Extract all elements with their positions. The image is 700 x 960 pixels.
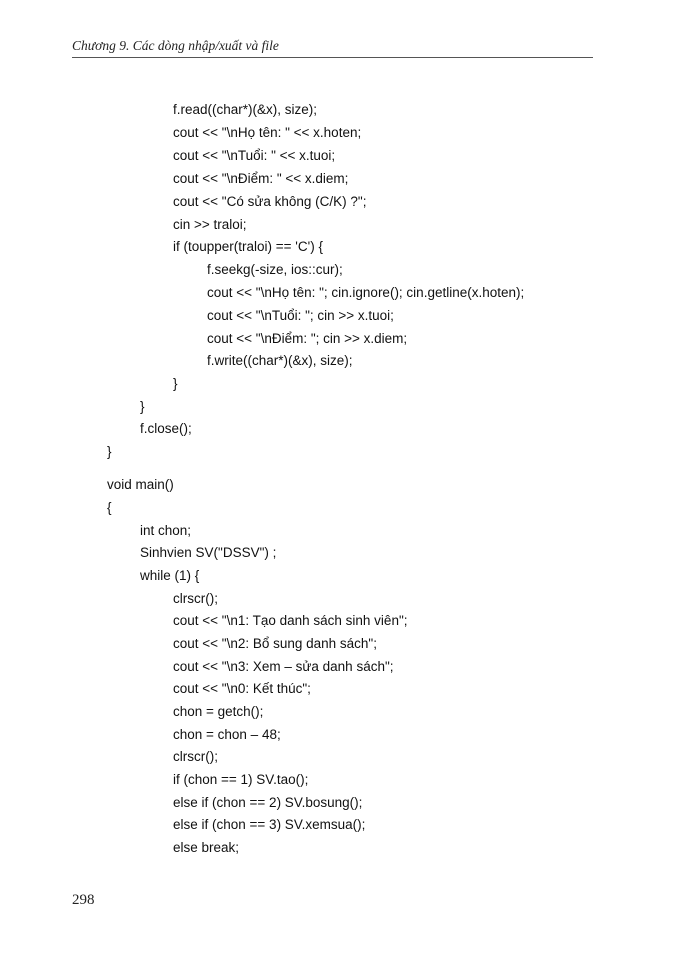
code-line: cout << "\nTuổi: "; cin >> x.tuoi;	[207, 308, 394, 323]
code-line: cout << "\nĐiểm: "; cin >> x.diem;	[207, 331, 408, 346]
code-line: chon = chon – 48;	[173, 727, 281, 742]
code-line: cout << "\nĐiểm: " << x.diem;	[173, 171, 349, 186]
code-line: cin >> traloi;	[173, 217, 247, 232]
code-line: }	[173, 376, 178, 391]
code-line: cout << "\nHọ tên: "; cin.ignore(); cin.getline(x.hoten);	[207, 285, 525, 300]
code-line: }	[140, 399, 145, 414]
code-line: else if (chon == 2) SV.bosung();	[173, 795, 363, 810]
code-line: f.seekg(-size, ios::cur);	[207, 262, 343, 277]
header-rule	[72, 57, 593, 58]
code-line: {	[107, 500, 112, 515]
code-line: if (toupper(traloi) == 'C') {	[173, 239, 323, 254]
code-line: cout << "\nTuổi: " << x.tuoi;	[173, 148, 336, 163]
code-line: f.write((char*)(&x), size);	[207, 353, 353, 368]
code-line: cout << "\n3: Xem – sửa danh sách";	[173, 659, 394, 674]
code-line: clrscr();	[173, 591, 218, 606]
code-line: cout << "\n1: Tạo danh sách sinh viên";	[173, 613, 408, 628]
code-line: else if (chon == 3) SV.xemsua();	[173, 817, 366, 832]
code-line: clrscr();	[173, 749, 218, 764]
code-line: int chon;	[140, 523, 192, 538]
code-line: cout << "\n2: Bổ sung danh sách";	[173, 636, 377, 651]
code-line: cout << "\nHọ tên: " << x.hoten;	[173, 125, 362, 140]
code-line: else break;	[173, 840, 240, 855]
code-line: f.close();	[140, 421, 192, 436]
code-line: Sinhvien SV("DSSV") ;	[140, 545, 277, 560]
code-line: if (chon == 1) SV.tao();	[173, 772, 309, 787]
code-line: void main()	[107, 477, 174, 492]
code-line: cout << "Có sửa không (C/K) ?";	[173, 194, 367, 209]
page-number: 298	[72, 892, 95, 908]
code-line: chon = getch();	[173, 704, 264, 719]
code-line: while (1) {	[140, 568, 200, 583]
code-line: }	[107, 444, 112, 459]
chapter-header: Chương 9. Các dòng nhập/xuất và file	[72, 38, 279, 53]
code-line: cout << "\n0: Kết thúc";	[173, 681, 311, 696]
code-line: f.read((char*)(&x), size);	[173, 102, 318, 117]
